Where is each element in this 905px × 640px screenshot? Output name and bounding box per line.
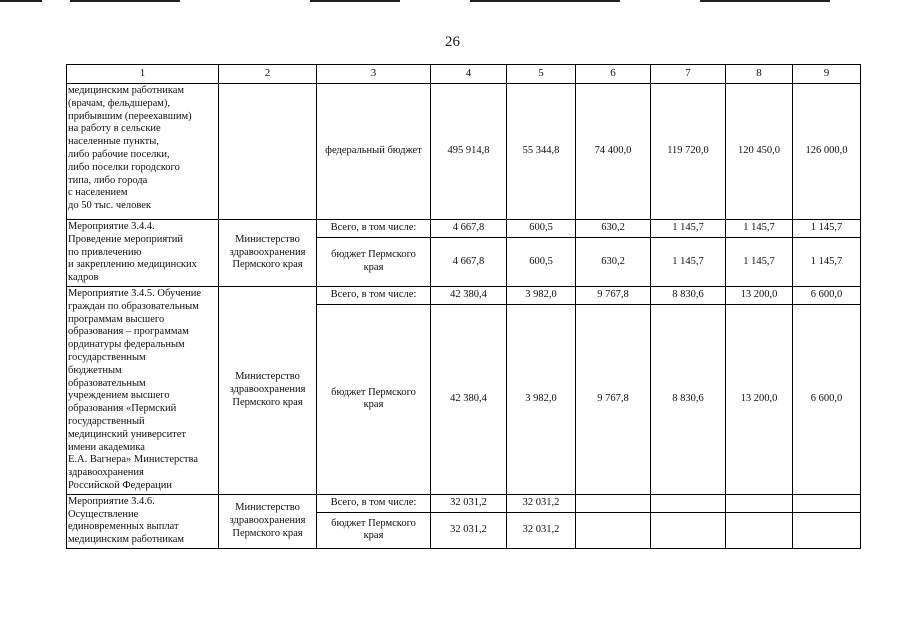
funding-source-cell: [317, 512, 431, 548]
value-cell: [793, 512, 861, 548]
header-cell: 1: [67, 65, 219, 84]
value-cell: 13 200,0: [726, 304, 793, 494]
organization-cell: [219, 220, 317, 287]
funding-source-cell: [317, 304, 431, 494]
value-cell: [726, 494, 793, 512]
table-row-federal: [67, 84, 861, 220]
description-line: кадров: [68, 272, 99, 284]
value-cell: 3 982,0: [507, 304, 576, 494]
organization-line: Министерство: [235, 502, 300, 514]
value-cell: 600,5: [507, 220, 576, 238]
value-cell: 32 031,2: [431, 494, 507, 512]
description-line: прибывшим (переехавшим): [68, 110, 192, 122]
value-cell: 1 145,7: [793, 238, 861, 287]
description-line: единовременных выплат: [68, 521, 179, 533]
funding-source-cell: федеральный бюджет: [317, 84, 431, 220]
value-cell: 126 000,0: [793, 84, 861, 220]
value-cell: 32 031,2: [431, 512, 507, 548]
value-cell: [576, 494, 651, 512]
header-cell: 6: [576, 65, 651, 84]
value-cell: 42 380,4: [431, 286, 507, 304]
funding-source-line: края: [363, 399, 384, 411]
value-cell: [576, 512, 651, 548]
table-row-event-346-total: [67, 494, 861, 512]
description-line: с населением: [68, 187, 128, 199]
organization-line: Пермского края: [232, 259, 303, 271]
value-cell: 1 145,7: [651, 238, 726, 287]
value-cell: 3 982,0: [507, 286, 576, 304]
value-cell: 8 830,6: [651, 286, 726, 304]
page-number: 26: [445, 34, 460, 50]
organization-line: Пермского края: [232, 396, 303, 408]
value-cell: 1 145,7: [793, 220, 861, 238]
header-cell: 3: [317, 65, 431, 84]
value-cell: 32 031,2: [507, 512, 576, 548]
organization-cell: [219, 286, 317, 494]
description-line: Осуществление: [68, 508, 139, 520]
value-cell: 13 200,0: [726, 286, 793, 304]
organization-line: Министерство: [235, 233, 300, 245]
description-line: имени академика: [68, 441, 145, 453]
value-cell: 6 600,0: [793, 304, 861, 494]
description-line: Российской Федерации: [68, 479, 172, 491]
table-row-event-344-total: [67, 220, 861, 238]
description-line: медицинским работникам: [68, 85, 185, 96]
description-line: здравоохранения: [68, 467, 144, 479]
description-line: ординатуры федеральным: [68, 339, 185, 351]
value-cell: 120 450,0: [726, 84, 793, 220]
description-line: учреждением высшего: [68, 390, 170, 402]
header-row: [67, 65, 861, 84]
description-line: образования – программам: [68, 326, 189, 338]
value-cell: 6 600,0: [793, 286, 861, 304]
value-cell: 4 667,8: [431, 238, 507, 287]
header-cell: 7: [651, 65, 726, 84]
table-row-event-345-total: [67, 286, 861, 304]
header-cell: 8: [726, 65, 793, 84]
description-line: образовательным: [68, 377, 146, 389]
description-cell: [67, 220, 219, 287]
organization-line: здравоохранения: [229, 246, 306, 258]
description-line: медицинский университет: [68, 428, 187, 440]
description-cell: [67, 494, 219, 548]
scan-top-edge: [700, 0, 830, 2]
value-cell: 1 145,7: [651, 220, 726, 238]
value-cell: 9 767,8: [576, 304, 651, 494]
funding-source-cell: Всего, в том числе:: [317, 286, 431, 304]
description-cell: [67, 84, 219, 220]
value-cell: 630,2: [576, 238, 651, 287]
value-cell: 630,2: [576, 220, 651, 238]
funding-source-line: бюджет Пермского: [331, 386, 416, 398]
description-line: Мероприятие 3.4.4.: [68, 221, 155, 232]
description-line: либо рабочие поселки,: [68, 148, 170, 160]
description-line: и закреплению медицинских: [68, 259, 197, 271]
description-line: населенные пункты,: [68, 136, 159, 148]
description-line: либо поселки городского: [68, 161, 180, 173]
value-cell: 119 720,0: [651, 84, 726, 220]
organization-line: Министерство: [235, 371, 300, 383]
funding-source-line: края: [363, 530, 384, 542]
value-cell: 495 914,8: [431, 84, 507, 220]
value-cell: 4 667,8: [431, 220, 507, 238]
value-cell: 42 380,4: [431, 304, 507, 494]
value-cell: [726, 512, 793, 548]
description-line: государственный: [68, 415, 145, 427]
scan-top-edge: [310, 0, 400, 2]
funding-source-cell: Всего, в том числе:: [317, 494, 431, 512]
description-line: Мероприятие 3.4.5. Обучение: [68, 287, 202, 299]
organization-cell: [219, 494, 317, 548]
value-cell: 32 031,2: [507, 494, 576, 512]
header-cell: 4: [431, 65, 507, 84]
description-line: по привлечению: [68, 246, 142, 258]
funding-source-cell: Всего, в том числе:: [317, 220, 431, 238]
description-line: до 50 тыс. человек: [68, 200, 151, 212]
organization-line: здравоохранения: [229, 514, 306, 526]
value-cell: 74 400,0: [576, 84, 651, 220]
header-cell: 5: [507, 65, 576, 84]
organization-cell: [219, 84, 317, 220]
budget-table: [66, 64, 861, 549]
organization-line: здравоохранения: [229, 383, 306, 395]
value-cell: 8 830,6: [651, 304, 726, 494]
description-line: бюджетным: [68, 364, 122, 376]
description-line: программам высшего: [68, 313, 165, 325]
description-line: на работу в сельские: [68, 123, 161, 135]
description-line: типа, либо города: [68, 174, 148, 186]
description-cell: [67, 286, 219, 494]
value-cell: 600,5: [507, 238, 576, 287]
organization-line: Пермского края: [232, 527, 303, 539]
description-line: граждан по образовательным: [68, 300, 199, 312]
funding-source-line: бюджет Пермского: [331, 249, 416, 261]
value-cell: 9 767,8: [576, 286, 651, 304]
description-line: государственным: [68, 351, 146, 363]
funding-source-line: бюджет Пермского: [331, 517, 416, 529]
value-cell: [793, 494, 861, 512]
scan-top-edge: [70, 0, 180, 2]
description-line: Проведение мероприятий: [68, 233, 183, 245]
value-cell: 55 344,8: [507, 84, 576, 220]
scan-top-edge: [0, 0, 42, 2]
value-cell: [651, 494, 726, 512]
funding-source-line: края: [363, 262, 384, 274]
description-line: Мероприятие 3.4.6.: [68, 495, 155, 507]
scan-top-edge: [470, 0, 620, 2]
description-line: медицинским работникам: [68, 534, 185, 546]
header-cell: 9: [793, 65, 861, 84]
value-cell: 1 145,7: [726, 220, 793, 238]
value-cell: 1 145,7: [726, 238, 793, 287]
value-cell: [651, 512, 726, 548]
description-line: образования «Пермский: [68, 403, 177, 415]
description-line: (врачам, фельдшерам),: [68, 97, 171, 109]
description-line: Е.А. Вагнера» Министерства: [68, 454, 198, 466]
funding-source-cell: [317, 238, 431, 287]
header-cell: 2: [219, 65, 317, 84]
